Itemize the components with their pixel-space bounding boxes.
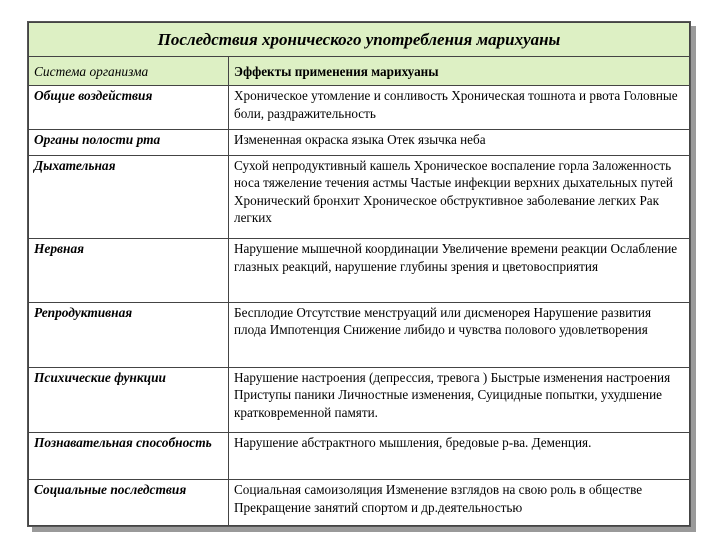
row-effects: Нарушение абстрактного мышления, бредовые р-ва. Деменция. <box>229 433 690 480</box>
row-effects: Нарушение мышечной координации Увеличение времени реакции Ослабление глазных реакций, нарушение глубины зрения и цветовосприятия <box>229 239 690 302</box>
table-row <box>29 239 690 302</box>
header-effects: Эффекты применения марихуаны <box>229 57 690 86</box>
row-effects: Измененная окраска языка Отек язычка неба <box>229 130 690 156</box>
table-row <box>29 302 690 367</box>
row-system: Психические функции <box>29 367 229 432</box>
table-frame <box>27 21 691 527</box>
row-effects: Сухой непродуктивный кашель Хроническое воспаление горла Заложенность носа тяжеление течения астмы Частые инфекции верхних дыхательных путей Хронический бронхит Хроническое обструктивное заболевание легких Рак легких <box>229 155 690 238</box>
row-system: Общие воздействия <box>29 86 229 130</box>
row-system: Нервная <box>29 239 229 302</box>
row-effects: Социальная самоизоляция Изменение взглядов на свою роль в обществе Прекращение занятий спортом и др.деятельностью <box>229 480 690 526</box>
row-system: Познавательная способность <box>29 433 229 480</box>
effects-table <box>28 22 690 526</box>
row-effects: Бесплодие Отсутствие менструаций или дисменорея Нарушение развития плода Импотенция Снижение либидо и чувства полового удовлетворения <box>229 302 690 367</box>
header-row <box>29 57 690 86</box>
table-row <box>29 367 690 432</box>
table-row <box>29 130 690 156</box>
row-effects: Хроническое утомление и сонливость Хроническая тошнота и рвота Головные боли, раздражительность <box>229 86 690 130</box>
title-row <box>29 23 690 57</box>
table-row <box>29 86 690 130</box>
row-system: Дыхательная <box>29 155 229 238</box>
row-system: Социальные последствия <box>29 480 229 526</box>
row-system: Репродуктивная <box>29 302 229 367</box>
table-row <box>29 433 690 480</box>
row-system: Органы полости рта <box>29 130 229 156</box>
table-title: Последствия хронического употребления марихуаны <box>29 23 690 57</box>
row-effects: Нарушение настроения (депрессия, тревога ) Быстрые изменения настроения Приступы паники Личностные изменения, Суицидные попытки, ухудшение кратковременной памяти. <box>229 367 690 432</box>
header-system: Система организма <box>29 57 229 86</box>
table-row <box>29 480 690 526</box>
table-row <box>29 155 690 238</box>
